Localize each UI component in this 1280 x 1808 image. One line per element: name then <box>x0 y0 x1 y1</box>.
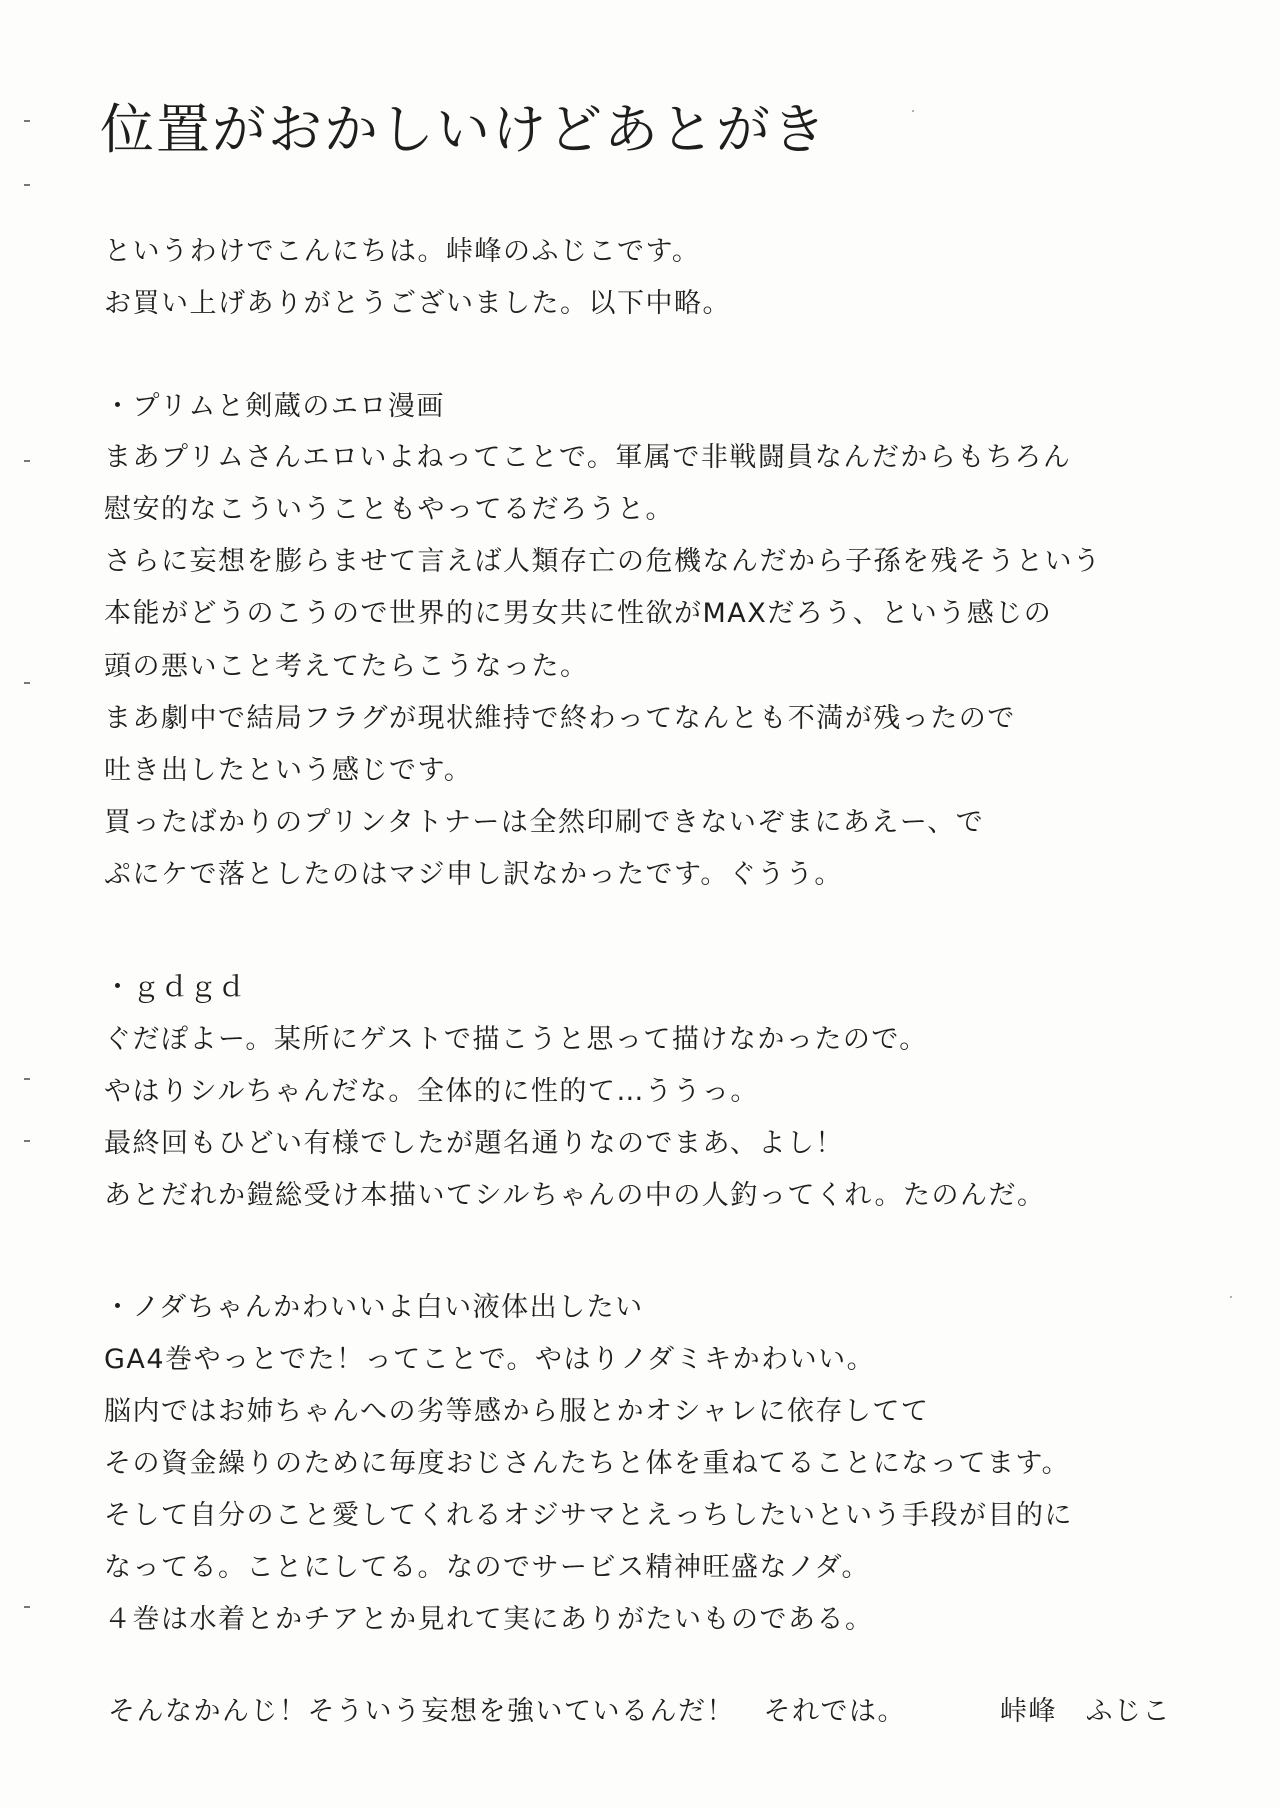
section-heading: ・プリムと剣蔵のエロ漫画 <box>104 391 445 422</box>
intro-line: というわけでこんにちは。峠峰のふじこです。 <box>104 236 701 267</box>
scan-mark <box>24 1078 30 1080</box>
section-line: 吐き出したという感じです。 <box>104 755 473 786</box>
section-line: ぐだぽよー。某所にゲストで描こうと思って描けなかったので。 <box>104 1024 928 1055</box>
scan-mark <box>24 120 30 122</box>
section-line: なってる。ことにしてる。なのでサービス精神旺盛なノダ。 <box>104 1552 870 1583</box>
section-line: 慰安的なこういうこともやってるだろうと。 <box>104 494 674 525</box>
scan-mark <box>24 1606 30 1608</box>
section-line: 買ったばかりのプリンタトナーは全然印刷できないぞまにあえー、で <box>104 807 985 838</box>
author-signature: 峠峰 ふじこ <box>1000 1696 1171 1727</box>
intro-line: お買い上げありがとうございました。以下中略。 <box>104 288 731 319</box>
page-title: 位置がおかしいけどあとがき <box>100 98 828 161</box>
scan-mark <box>24 1140 30 1142</box>
section-line: 最終回もひどい有様でしたが題名通りなのでまあ、よし！ <box>104 1128 844 1159</box>
section-line: その資金繰りのために毎度おじさんたちと体を重ねてることになってます。 <box>104 1448 1071 1479</box>
section-line: ぷにケで落としたのはマジ申し訳なかったです。ぐうう。 <box>104 859 843 890</box>
section-line: まあ劇中で結局フラグが現状維持で終わってなんとも不満が残ったので <box>104 703 1016 734</box>
scan-speck <box>912 110 914 112</box>
section-heading: ・ノダちゃんかわいいよ白い液体出したい <box>104 1292 644 1323</box>
section-line: 本能がどうのこうので世界的に男女共に性欲がMAXだろう、という感じの <box>104 598 1053 629</box>
scan-mark <box>24 460 30 462</box>
section-line: 頭の悪いこと考えてたらこうなった。 <box>104 651 589 682</box>
section-line: やはりシルちゃんだな。全体的に性的て…ううっ。 <box>104 1076 759 1107</box>
closing-line: そんなかんじ！そういう妄想を強いているんだ！ それでは。 <box>108 1696 906 1727</box>
scan-mark <box>24 184 30 186</box>
section-line: GA4巻やっとでた！ってことで。やはりノダミキかわいい。 <box>104 1344 876 1375</box>
section-line: ４巻は水着とかチアとか見れて実にありがたいものである。 <box>104 1604 874 1635</box>
scan-mark <box>24 682 30 684</box>
section-line: さらに妄想を膨らませて言えば人類存亡の危機なんだから子孫を残そうという <box>104 546 1102 577</box>
section-line: 脳内ではお姉ちゃんへの劣等感から服とかオシャレに依存してて <box>104 1396 930 1427</box>
scan-speck <box>1230 1296 1232 1298</box>
section-line: まあプリムさんエロいよねってことで。軍属で非戦闘員なんだからもちろん <box>104 442 1072 473</box>
section-heading: ・ｇｄｇｄ <box>104 972 247 1003</box>
section-line: あとだれか鎧総受け本描いてシルちゃんの中の人釣ってくれ。たのんだ。 <box>104 1180 1046 1211</box>
section-line: そして自分のこと愛してくれるオジサマとえっちしたいという手段が目的に <box>104 1500 1073 1531</box>
